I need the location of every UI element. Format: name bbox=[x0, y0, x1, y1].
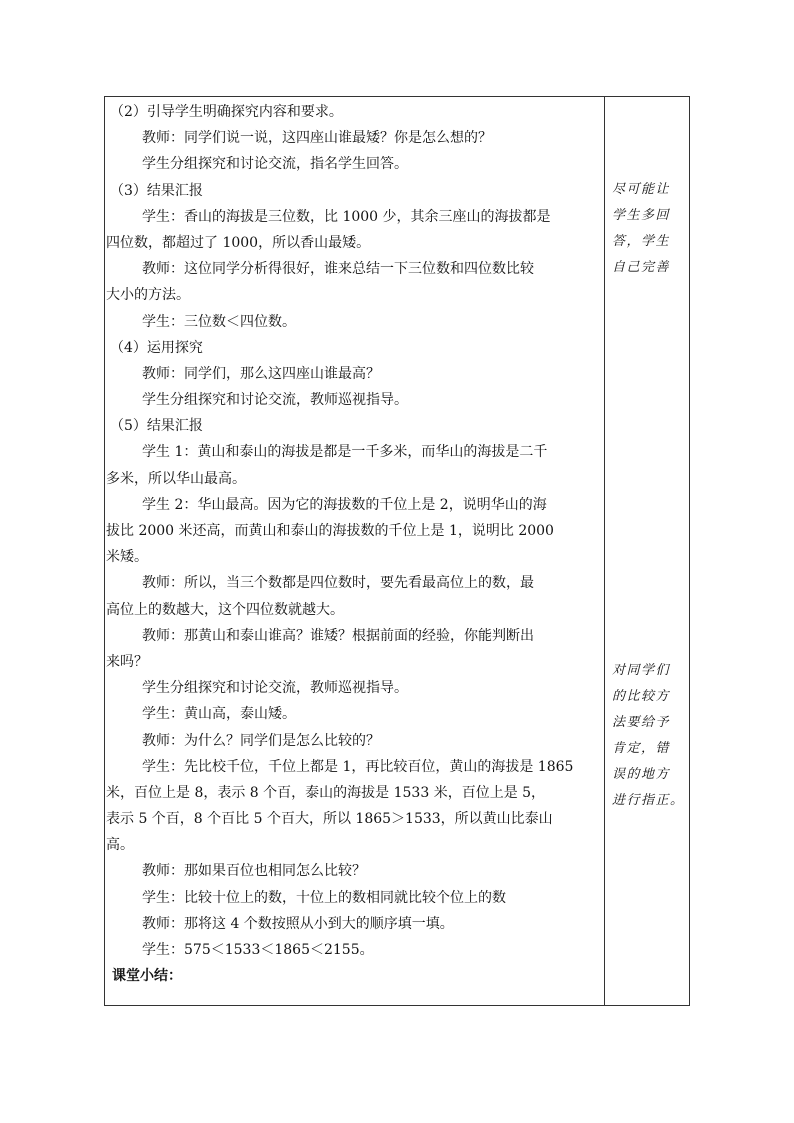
text-line: 教师：这位同学分析得很好，谁来总结一下三位数和四位数比较 bbox=[142, 261, 534, 278]
side-note-line: 法要给予 bbox=[612, 715, 671, 730]
side-note-line: 进行指正。 bbox=[612, 793, 685, 808]
text-line: 教师：那将这 4 个数按照从小到大的顺序填一填。 bbox=[142, 915, 454, 932]
text-line: （4）运用探究 bbox=[110, 339, 203, 356]
text-line: 学生：先比校千位，千位上都是 1，再比较百位，黄山的海拔是 1865 bbox=[142, 758, 574, 775]
side-note-line: 对同学们 bbox=[612, 663, 671, 678]
text-line: 学生：三位数＜四位数。 bbox=[142, 313, 296, 330]
text-line: 学生：香山的海拔是三位数，比 1000 少，其余三座山的海拔都是 bbox=[142, 208, 551, 225]
side-note-feedback bbox=[612, 658, 688, 814]
text-line: 学生分组探究和讨论交流，教师巡视指导。 bbox=[142, 392, 408, 409]
text-line: 教师：所以，当三个数都是四位数时，要先看最高位上的数，最 bbox=[142, 575, 534, 592]
side-note-encourage bbox=[612, 177, 688, 281]
text-line: （3）结果汇报 bbox=[110, 182, 203, 199]
text-line: 学生：575＜1533＜1865＜2155。 bbox=[142, 942, 374, 958]
text-line: 多米，所以华山最高。 bbox=[106, 470, 246, 487]
side-note-line: 自己完善 bbox=[612, 260, 671, 275]
text-line: 高位上的数越大，这个四位数就越大。 bbox=[106, 601, 344, 618]
text-line: 教师：那如果百位也相同怎么比较？ bbox=[142, 863, 366, 880]
text-line: 教师：同学们说一说，这四座山谁最矮？你是怎么想的？ bbox=[142, 130, 492, 147]
text-line: 四位数，都超过了 1000，所以香山最矮。 bbox=[106, 234, 371, 251]
text-line: 学生分组探究和讨论交流，教师巡视指导。 bbox=[142, 680, 408, 697]
text-line: （2）引导学生明确探究内容和要求。 bbox=[110, 104, 343, 120]
side-note-line: 尽可能让 bbox=[612, 182, 671, 197]
text-line: 拔比 2000 米还高，而黄山和泰山的海拔数的千位上是 1，说明比 2000 bbox=[106, 523, 554, 539]
text-line: 教师：同学们，那么这四座山谁最高？ bbox=[142, 365, 380, 382]
text-line: 教师：那黄山和泰山谁高？谁矮？根据前面的经验，你能判断出 bbox=[142, 627, 534, 644]
text-line: 表示 5 个百，8 个百比 5 个百大，所以 1865＞1533，所以黄山比泰山 bbox=[106, 811, 553, 828]
column-divider bbox=[604, 96, 605, 1006]
text-line: 米，百位上是 8，表示 8 个百，泰山的海拔是 1533 米，百位上是 5， bbox=[106, 784, 546, 801]
text-line: 课堂小结： bbox=[112, 968, 182, 985]
text-line: 高。 bbox=[106, 837, 134, 854]
text-line: 来吗？ bbox=[106, 653, 148, 670]
text-line: 学生分组探究和讨论交流，指名学生回答。 bbox=[142, 156, 408, 173]
side-note-line: 学生多回 bbox=[612, 208, 671, 223]
text-line: （5）结果汇报 bbox=[110, 418, 203, 435]
side-note-line: 误的地方 bbox=[612, 767, 671, 782]
text-line: 学生 2：华山最高。因为它的海拔数的千位上是 2，说明华山的海 bbox=[142, 496, 547, 513]
side-note-line: 肯定，错 bbox=[612, 741, 671, 756]
text-line: 教师：为什么？同学们是怎么比较的？ bbox=[142, 732, 380, 749]
text-line: 大小的方法。 bbox=[106, 287, 190, 304]
text-line: 学生：比较十位上的数，十位上的数相同就比较个位上的数 bbox=[142, 889, 506, 906]
text-line: 米矮。 bbox=[106, 549, 148, 566]
side-note-line: 答，学生 bbox=[612, 234, 671, 249]
side-note-line: 的比较方 bbox=[612, 689, 671, 704]
text-line: 学生 1：黄山和泰山的海拔是都是一千多米，而华山的海拔是二千 bbox=[142, 444, 548, 461]
text-line: 学生：黄山高，泰山矮。 bbox=[142, 706, 296, 723]
lesson-content bbox=[106, 99, 600, 989]
